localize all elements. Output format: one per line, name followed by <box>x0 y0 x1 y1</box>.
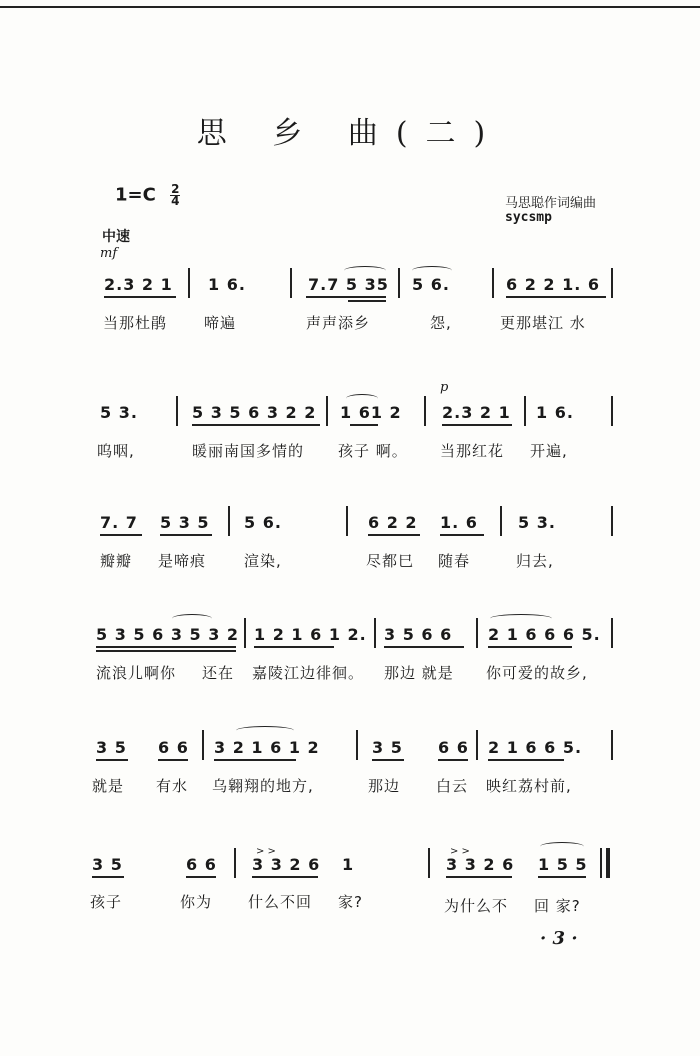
composer-credit: 马思聪作词编曲 <box>505 196 597 211</box>
accent-mark: > > <box>450 846 470 857</box>
meter-top: 2 <box>171 182 180 196</box>
lyric: 孩子 啊。 <box>338 442 408 460</box>
note-group: 2 1 6 6 6 5. <box>488 625 601 644</box>
underline <box>488 646 572 648</box>
bar-line <box>290 268 292 298</box>
lyric: 暖丽南国多情的 <box>192 442 305 460</box>
underline <box>372 759 404 761</box>
time-signature <box>170 184 180 207</box>
lyric: 随春 <box>438 552 471 570</box>
bar-line <box>476 618 478 648</box>
bar-line <box>356 730 358 760</box>
note-group: 5 3 5 6 3 2 2 <box>192 403 317 422</box>
lyric: 那边 <box>368 777 401 795</box>
note-group: 1 2 1 6 1 2. <box>254 625 367 644</box>
underline <box>538 876 586 878</box>
note-group: 3 5 <box>92 855 123 874</box>
dynamic-mf: mf <box>100 246 118 261</box>
slur <box>172 614 212 623</box>
page-number: · 3 · <box>540 928 578 949</box>
note-group: 5 6. <box>244 513 282 532</box>
note-group: 3 5 6 6 <box>384 625 453 644</box>
underline <box>158 759 188 761</box>
song-title: 思 乡 曲(二) <box>196 116 504 151</box>
underline <box>254 646 334 648</box>
note-group: 1. 6 <box>440 513 478 532</box>
note-group: 1 6. <box>208 275 246 294</box>
underline <box>446 876 512 878</box>
slur <box>236 726 294 735</box>
bar-line <box>374 618 376 648</box>
lyric: 为什么不 <box>444 897 509 915</box>
bar-line <box>326 396 328 426</box>
lyric: 当那杜鹃 <box>103 314 168 332</box>
lyric: 还在 <box>202 664 235 682</box>
bar-line <box>524 396 526 426</box>
underline <box>252 876 318 878</box>
note-group: 1 <box>342 855 355 874</box>
lyric: 怨, <box>430 314 452 332</box>
underline <box>506 296 606 298</box>
bar-line <box>244 618 246 648</box>
lyric: 那边 就是 <box>384 664 454 682</box>
underline <box>192 424 320 426</box>
bar-line <box>492 268 494 298</box>
lyric: 啼遍 <box>204 314 237 332</box>
bar-line <box>600 848 602 878</box>
lyric: 孩子 <box>90 893 123 911</box>
underline <box>104 296 176 298</box>
underline <box>384 646 464 648</box>
bar-line <box>500 506 502 536</box>
lyric: 家? <box>338 893 363 911</box>
lyric: 归去, <box>516 552 554 570</box>
lyric: 你可爱的故乡, <box>486 664 588 682</box>
dynamic-p: p <box>440 380 449 395</box>
note-group: 2.3 2 1 <box>442 403 511 422</box>
underline <box>96 646 236 648</box>
underline <box>306 296 386 298</box>
note-group: 6 6 <box>438 738 469 757</box>
source-credit: sycsmp <box>505 210 552 225</box>
underline <box>438 759 468 761</box>
bar-line <box>428 848 430 878</box>
top-border-line <box>0 6 700 8</box>
lyric: 呜咽, <box>97 442 135 460</box>
note-group: 5 3 5 6 3 5 3 2 <box>96 625 240 644</box>
note-group: 3 2 1 6 1 2 <box>214 738 320 757</box>
note-group: 1 6. <box>536 403 574 422</box>
lyric: 你为 <box>180 893 213 911</box>
lyric: 嘉陵江边徘徊。 <box>252 664 365 682</box>
note-group: 6 2 2 1. 6 <box>506 275 601 294</box>
lyric: 渲染, <box>244 552 282 570</box>
lyric: 映红荔村前, <box>486 777 572 795</box>
underline <box>214 759 296 761</box>
note-group: 5 3. <box>100 403 138 422</box>
bar-line <box>398 268 400 298</box>
lyric: 流浪儿啊你 <box>96 664 177 682</box>
bar-line <box>188 268 190 298</box>
bar-line <box>611 506 613 536</box>
bar-line <box>611 396 613 426</box>
final-bar-line <box>606 848 610 878</box>
lyric: 是啼痕 <box>158 552 207 570</box>
accent-mark: > > <box>256 846 276 857</box>
note-group: 5 3 5 <box>160 513 210 532</box>
lyric: 有水 <box>156 777 189 795</box>
underline <box>348 300 386 302</box>
note-group: 6 2 2 <box>368 513 418 532</box>
lyric: 声声添乡 <box>306 314 371 332</box>
note-group: 2.3 2 1 <box>104 275 173 294</box>
lyric: 回 家? <box>534 897 581 915</box>
note-group: 3 5 <box>96 738 127 757</box>
underline <box>440 534 484 536</box>
lyric: 白云 <box>436 777 469 795</box>
note-group: 1 61 2 <box>340 403 402 422</box>
lyric: 更那堪江 水 <box>500 314 586 332</box>
lyric: 瓣瓣 <box>100 552 133 570</box>
note-group: 6 6 <box>158 738 189 757</box>
bar-line <box>202 730 204 760</box>
tempo-marking: 中速 <box>102 229 130 245</box>
note-group: 3 3 2 6 <box>252 855 321 874</box>
note-group: 5 6. <box>412 275 450 294</box>
underline <box>100 534 142 536</box>
note-group: 2 1 6 6 5. <box>488 738 583 757</box>
underline <box>92 876 124 878</box>
slur <box>344 266 386 275</box>
note-group: 3 3 2 6 <box>446 855 515 874</box>
note-group: 3 5 <box>372 738 403 757</box>
underline <box>160 534 212 536</box>
slur <box>412 266 452 275</box>
bar-line <box>611 268 613 298</box>
lyric: 尽都巳 <box>366 552 415 570</box>
slur <box>346 394 378 403</box>
lyric: 乌翱翔的地方, <box>212 777 314 795</box>
meter-bottom: 4 <box>171 194 180 208</box>
bar-line <box>234 848 236 878</box>
bar-line <box>176 396 178 426</box>
underline <box>186 876 216 878</box>
note-group: 7. 7 <box>100 513 138 532</box>
note-group: 7.7 5 35 <box>308 275 389 294</box>
lyric: 开遍, <box>530 442 568 460</box>
underline <box>368 534 420 536</box>
key-label: 1=C <box>115 184 156 206</box>
underline <box>488 759 564 761</box>
lyric: 什么不回 <box>248 893 313 911</box>
bar-line <box>611 618 613 648</box>
slur <box>540 842 584 851</box>
lyric: 当那红花 <box>440 442 505 460</box>
key-signature <box>115 184 180 207</box>
underline <box>442 424 512 426</box>
bar-line <box>424 396 426 426</box>
bar-line <box>476 730 478 760</box>
bar-line <box>611 730 613 760</box>
slur <box>490 614 552 623</box>
note-group: 1 5 5 <box>538 855 588 874</box>
underline <box>96 650 236 652</box>
underline <box>96 759 128 761</box>
note-group: 6 6 <box>186 855 217 874</box>
bar-line <box>346 506 348 536</box>
lyric: 就是 <box>92 777 125 795</box>
note-group: 5 3. <box>518 513 556 532</box>
bar-line <box>228 506 230 536</box>
underline <box>350 424 378 426</box>
